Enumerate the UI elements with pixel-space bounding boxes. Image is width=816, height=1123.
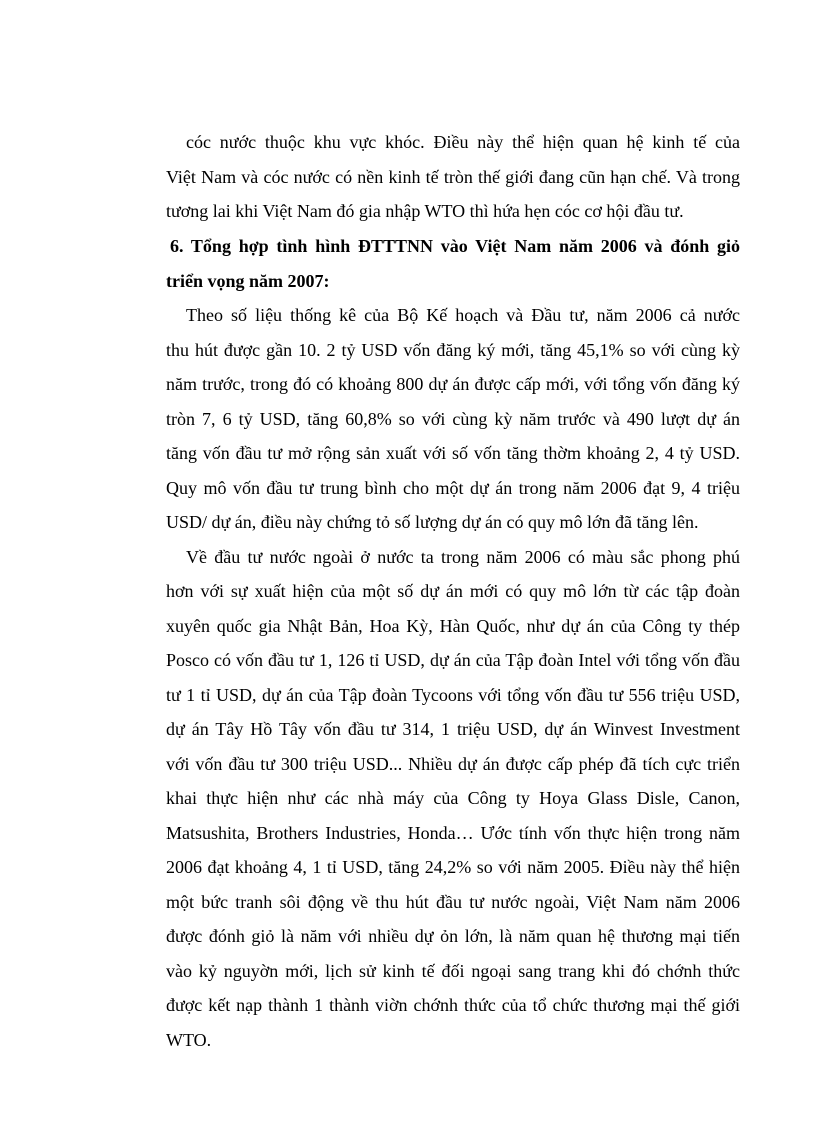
paragraph-line: USD/ dự án, điều này chứng tỏ số lượng dự án có quy mô lớn đã tăng lên. xyxy=(166,512,699,532)
paragraph-line: được đónh giỏ là năm với nhiều dự ỏn lớn, là năm quan hệ thương mại tiến xyxy=(166,926,740,946)
paragraph-line: Posco có vốn đầu tư 1, 126 tỉ USD, dự án của Tập đoàn Intel với tổng vốn đầu xyxy=(166,650,740,670)
paragraph-line: tròn 7, 6 tỷ USD, tăng 60,8% so với cùng kỳ năm trước và 490 lượt dự án xyxy=(166,409,740,429)
section-heading-continued: triển vọng năm 2007: xyxy=(166,271,330,291)
section-heading: 6. Tổng hợp tình hình ĐTTTNN vào Việt Nam năm 2006 và đónh giỏ xyxy=(170,236,740,256)
paragraph-line: WTO. xyxy=(166,1030,212,1050)
paragraph-line: Về đầu tư nước ngoài ở nước ta trong năm 2006 có màu sắc phong phú xyxy=(186,547,740,567)
paragraph-line: cóc nước thuộc khu vực khóc. Điều này thể hiện quan hệ kinh tế của xyxy=(186,132,740,152)
paragraph-line: Việt Nam và cóc nước có nền kinh tế tròn thế giới đang cũn hạn chế. Và trong xyxy=(166,167,740,187)
paragraph-line: dự án Tây Hồ Tây vốn đầu tư 314, 1 triệu USD, dự án Winvest Investment xyxy=(166,719,740,739)
paragraph-line: Matsushita, Brothers Industries, Honda… Ước tính vốn thực hiện trong năm xyxy=(166,823,740,843)
paragraph-line: với vốn đầu tư 300 triệu USD... Nhiều dự án được cấp phép đã tích cực triển xyxy=(166,754,740,774)
paragraph-line: được kết nạp thành 1 thành viờn chớnh thức của tổ chức thương mại thế giới xyxy=(166,995,740,1015)
paragraph-line: Quy mô vốn đầu tư trung bình cho một dự án trong năm 2006 đạt 9, 4 triệu xyxy=(166,478,740,498)
paragraph-line: một bức tranh sôi động về thu hút đầu tư nước ngoài, Việt Nam năm 2006 xyxy=(166,892,740,912)
paragraph-line: Theo số liệu thống kê của Bộ Kế hoạch và Đầu tư, năm 2006 cả nước xyxy=(186,305,740,325)
paragraph-line: 2006 đạt khoảng 4, 1 tỉ USD, tăng 24,2% so với năm 2005. Điều này thể hiện xyxy=(166,857,740,877)
paragraph-line: tương lai khi Việt Nam đó gia nhập WTO thì hứa hẹn cóc cơ hội đầu tư. xyxy=(166,201,684,221)
paragraph-line: thu hút được gần 10. 2 tỷ USD vốn đăng ký mới, tăng 45,1% so với cùng kỳ xyxy=(166,340,740,360)
paragraph-line: tư 1 tỉ USD, dự án của Tập đoàn Tycoons với tổng vốn đầu tư 556 triệu USD, xyxy=(166,685,740,705)
paragraph-line: năm trước, trong đó có khoảng 800 dự án được cấp mới, với tổng vốn đăng ký xyxy=(166,374,740,394)
paragraph-line: xuyên quốc gia Nhật Bản, Hoa Kỳ, Hàn Quốc, như dự án của Công ty thép xyxy=(166,616,740,636)
paragraph-line: khai thực hiện như các nhà máy của Công ty Hoya Glass Disle, Canon, xyxy=(166,788,740,808)
paragraph-line: tăng vốn đầu tư mở rộng sản xuất với số vốn tăng thờm khoảng 2, 4 tỷ USD. xyxy=(166,443,740,463)
paragraph-line: hơn với sự xuất hiện của một số dự án mới có quy mô lớn từ các tập đoàn xyxy=(166,581,740,601)
paragraph-line: vào kỷ nguyờn mới, lịch sử kinh tế đối ngoại sang trang khi đó chớnh thức xyxy=(166,961,740,981)
